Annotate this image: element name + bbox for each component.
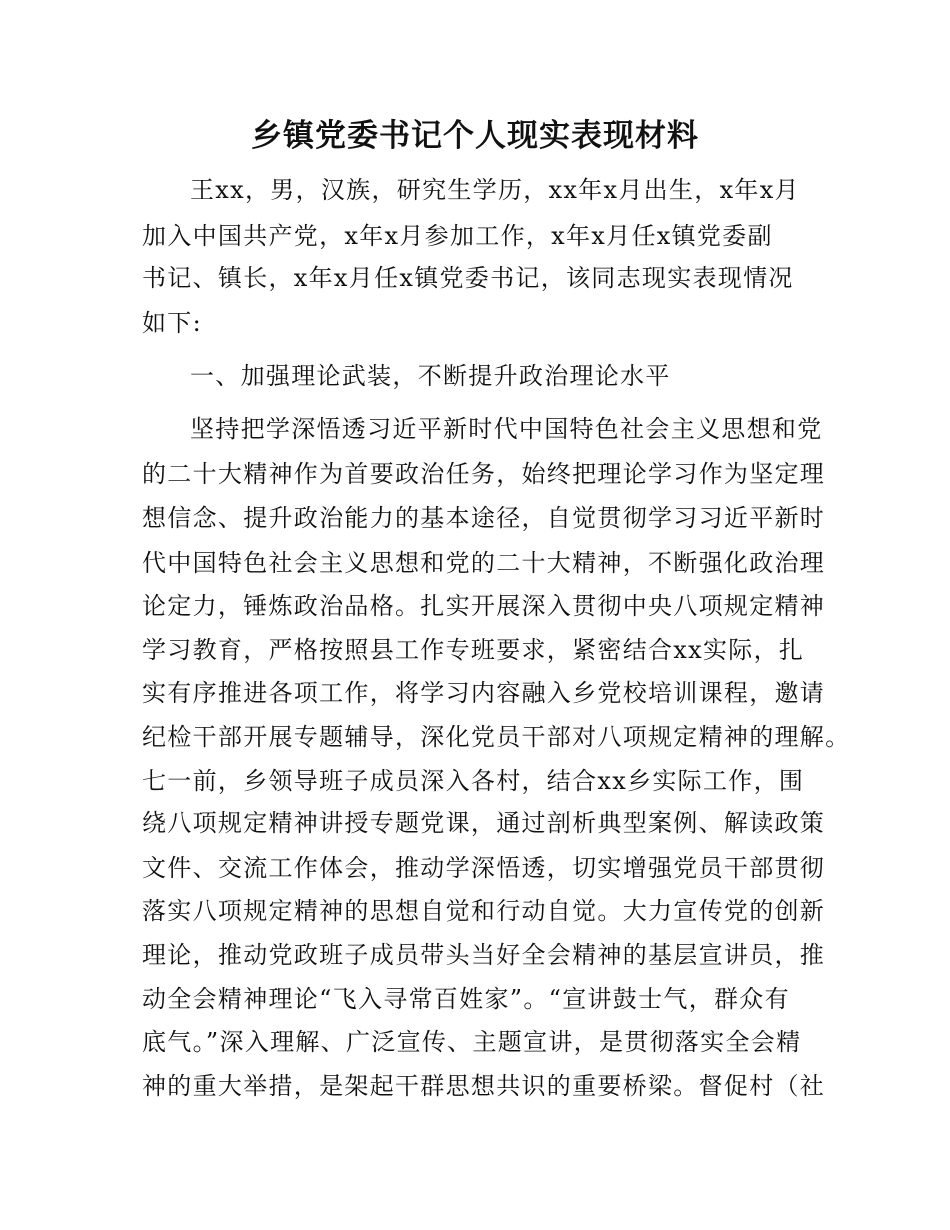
body-line-5: 论定力，锤炼政治品格。扎实开展深入贯彻中央八项规定精神 bbox=[142, 592, 826, 620]
document-title: 乡镇党委书记个人现实表现材料 bbox=[251, 118, 699, 154]
intro-line-2: 加入中国共产党，x年x月参加工作，x年x月任x镇党委副 bbox=[142, 222, 773, 250]
body-line-2: 的二十大精神作为首要政治任务，始终把理论学习作为坚定理 bbox=[142, 460, 826, 488]
body-line-12: 落实八项规定精神的思想自觉和行动自觉。大力宣传党的创新 bbox=[142, 897, 826, 925]
body-line-14: 动全会精神理论“飞入寻常百姓家”。“宣讲鼓士气，群众有 bbox=[142, 985, 790, 1013]
body-line-7: 实有序推进各项工作，将学习内容融入乡党校培训课程，邀请 bbox=[142, 679, 826, 707]
body-line-8: 纪检干部开展专题辅导，深化党员干部对八项规定精神的理解。 bbox=[142, 723, 851, 751]
section-heading: 一、加强理论武装，不断提升政治理论水平 bbox=[190, 362, 671, 390]
body-line-13: 理论，推动党政班子成员带头当好全会精神的基层宣讲员，推 bbox=[142, 941, 826, 969]
intro-line-4: 如下: bbox=[142, 309, 202, 337]
body-line-16: 神的重大举措，是架起干群思想共识的重要桥梁。督促村（社 bbox=[142, 1072, 826, 1100]
body-line-1: 坚持把学深悟透习近平新时代中国特色社会主义思想和党 bbox=[190, 415, 823, 443]
body-line-11: 文件、交流工作体会，推动学深悟透，切实增强党员干部贯彻 bbox=[142, 854, 826, 882]
body-line-10: 绕八项规定精神讲授专题党课，通过剖析典型案例、解读政策 bbox=[142, 809, 826, 837]
intro-line-3: 书记、镇长，x年x月任x镇党委书记，该同志现实表现情况 bbox=[142, 264, 794, 292]
body-line-9: 七一前，乡领导班子成员深入各村，结合xx乡实际工作，围 bbox=[142, 767, 805, 795]
intro-line-1: 王xx，男，汉族，研究生学历，xx年x月出生，x年x月 bbox=[190, 176, 800, 204]
body-line-4: 代中国特色社会主义思想和党的二十大精神，不断强化政治理 bbox=[142, 549, 826, 577]
body-line-15: 底气。”深入理解、广泛宣传、主题宣讲，是贯彻落实全会精 bbox=[142, 1028, 802, 1056]
body-line-6: 学习教育，严格按照县工作专班要求，紧密结合xx实际，扎 bbox=[142, 636, 805, 664]
body-line-3: 想信念、提升政治能力的基本途径，自觉贯彻学习习近平新时 bbox=[142, 504, 826, 532]
